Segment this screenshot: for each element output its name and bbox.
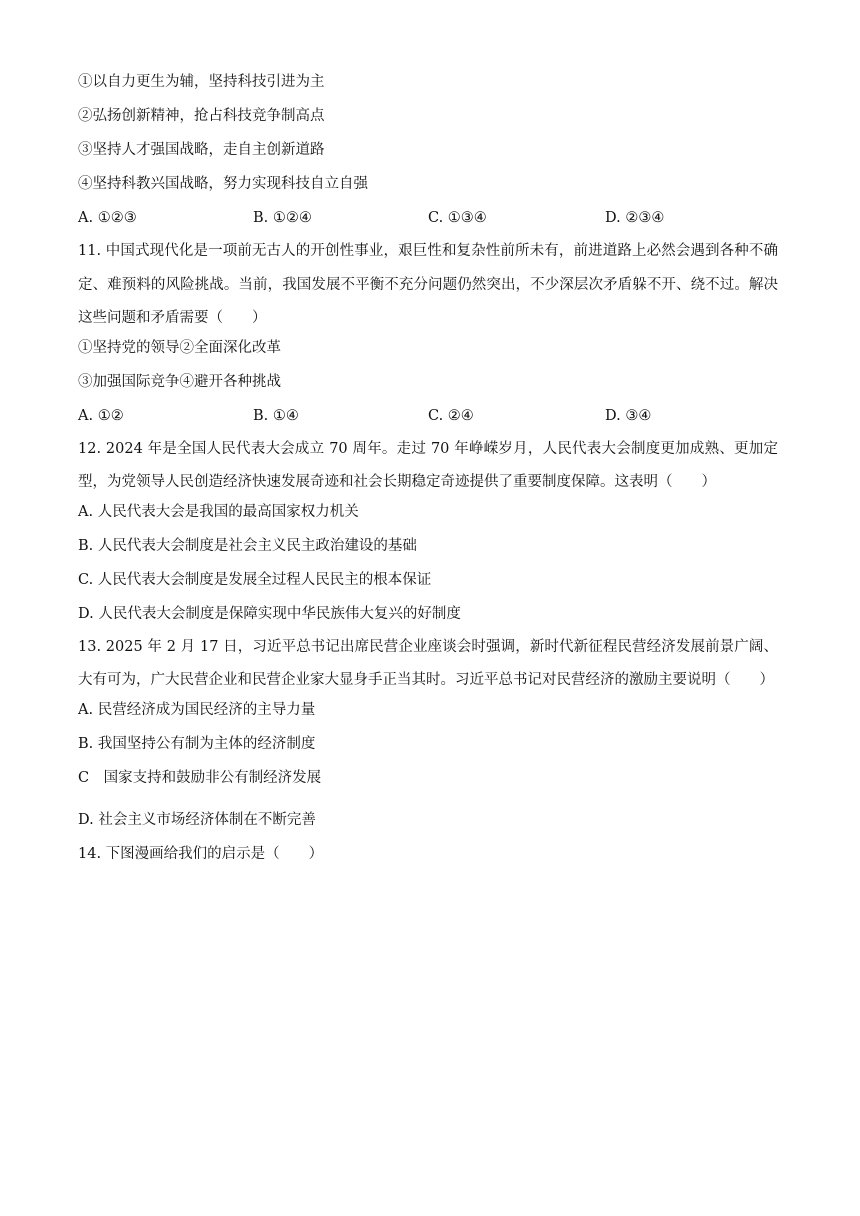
q11-option-d: D. ③④ [605, 407, 652, 424]
q10-option-d: D. ②③④ [605, 210, 665, 226]
q11-item-1: ①坚持党的领导②全面深化改革 [78, 339, 281, 356]
q13-stem: 13. 2025 年 2 月 17 日，习近平总书记出席民营企业座谈会时强调，新时代新征程民营经济发展前景广阔、大有可为，广大民营企业和民营企业家大显身手正当其时。习近平总书记对民营经济的激励主要说明（ ） [78, 638, 778, 688]
q12-option-a: A. 人民代表大会是我国的最高国家权力机关 [78, 503, 359, 520]
q10-option-b: B. ①②④ [253, 210, 312, 226]
q10-option-a: A. ①②③ [78, 210, 137, 226]
q13-option-a: A. 民营经济成为国民经济的主导力量 [78, 701, 316, 718]
q10-item-2: ②弘扬创新精神，抢占科技竞争制高点 [78, 108, 325, 124]
q11-option-c: C. ②④ [428, 407, 474, 424]
q14-stem: 14. 下图漫画给我们的启示是（ ） [78, 845, 324, 862]
q10-option-c: C. ①③④ [428, 210, 487, 226]
q13-option-c: C 国家支持和鼓励非公有制经济发展 [78, 769, 322, 786]
q11-item-2: ③加强国际竞争④避开各种挑战 [78, 373, 281, 390]
q11-option-a: A. ①② [78, 407, 124, 424]
q12-stem: 12. 2024 年是全国人民代表大会成立 70 周年。走过 70 年峥嵘岁月，人民代表大会制度更加成熟、更加定型，为党领导人民创造经济快速发展奇迹和社会长期稳定奇迹提供了重要制度保障。这表明（ ） [78, 440, 778, 490]
exam-page [78, 70, 778, 876]
q13-option-d: D. 社会主义市场经济体制在不断完善 [78, 811, 316, 828]
q10-item-1: ①以自力更生为辅，坚持科技引进为主 [78, 74, 325, 90]
q11-option-b: B. ①④ [253, 407, 299, 424]
q12-option-c: C. 人民代表大会制度是发展全过程人民民主的根本保证 [78, 571, 432, 588]
q12-option-d: D. 人民代表大会制度是保障实现中华民族伟大复兴的好制度 [78, 605, 461, 622]
q10-item-4: ④坚持科教兴国战略，努力实现科技自立自强 [78, 176, 368, 192]
q11-stem: 11. 中国式现代化是一项前无古人的开创性事业，艰巨性和复杂性前所未有，前进道路上必然会遇到各种不确定、难预料的风险挑战。当前，我国发展不平衡不充分问题仍然突出，不少深层次矛盾躲不开、绕不过。解决这些问题和矛盾需要（ ） [78, 243, 778, 326]
q13-option-b: B. 我国坚持公有制为主体的经济制度 [78, 735, 316, 752]
q10-item-3: ③坚持人才强国战略，走自主创新道路 [78, 142, 325, 158]
q12-option-b: B. 人民代表大会制度是社会主义民主政治建设的基础 [78, 537, 417, 554]
